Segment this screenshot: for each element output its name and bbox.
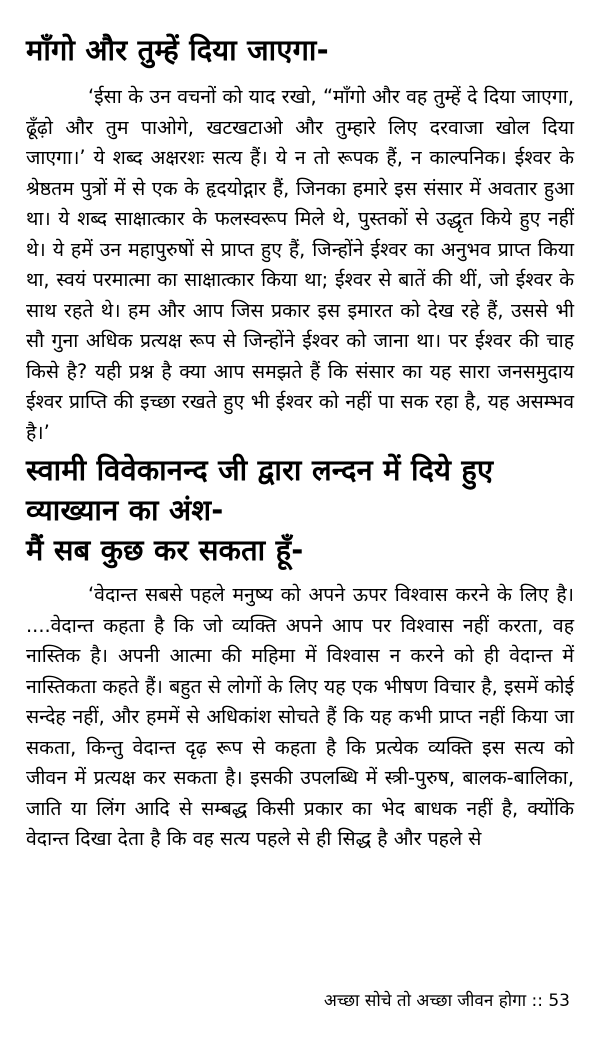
heading-sab-kuch: मैं सब कुछ कर सकता हूँ- <box>26 533 304 567</box>
heading-vivekananda-lecture: स्वामी विवेकानन्द जी द्वारा लन्दन में दिये हुए व्याख्यान का अंश- <box>26 453 494 527</box>
paragraph-jesus-quote: ‘ईसा के उन वचनों को याद रखो, “माँगो और वह तुम्हें दे दिया जाएगा, ढूँढ़ो और तुम पाओगे, खटखटाओ और तुम्हारे लिए दरवाजा खोल दिया जाएगा।’ ये शब्द अक्षरशः सत्य हैं। ये न तो रूपक हैं, न काल्पनिक। ईश्वर के श्रेष्ठतम पुत्रों में से एक के हृदयोद्गार हैं, जिनका हमारे इस संसार में अवतार हुआ था। ये शब्द साक्षात्कार के फलस्वरूप मिले थे, पुस्तकों से उद्धृत किये हुए नहीं थे। ये हमें उन महापुरुषों से प्राप्त हुए हैं, जिन्होंने ईश्वर का अनुभव प्राप्त किया था, स्वयं परमात्मा का साक्षात्कार किया था; ईश्वर से बातें की थीं, जो ईश्वर के साथ रहते थे। हम और आप जिस प्रकार इस इमारत को देख रहे हैं, उससे भी सौ गुना अधिक प्रत्यक्ष रूप से जिन्होंने ईश्वर को जाना था। पर ईश्वर की चाह किसे है? यही प्रश्न है क्या आप समझते हैं कि संसार का यह सारा जनसमुदाय ईश्वर प्राप्ति की इच्छा रखते हुए भी ईश्वर को नहीं पा सक रहा है, यह असम्भव है।’ <box>26 85 574 444</box>
page-footer: अच्छा सोचे तो अच्छा जीवन होगा :: 53 <box>323 991 570 1011</box>
paragraph-vedanta: ‘वेदान्त सबसे पहले मनुष्य को अपने ऊपर विश्वास करने के लिए है। ....वेदान्त कहता है कि जो व्यक्ति अपने आप पर विश्वास नहीं करता, वह नास्तिक है। अपनी आत्मा की महिमा में विश्वास न करने को ही वेदान्त में नास्तिकता कहते हैं। बहुत से लोगों के लिए यह एक भीषण विचार है, इसमें कोई सन्देह नहीं, और हममें से अधिकांश सोचते हैं कि यह कभी प्राप्त नहीं किया जा सकता, किन्तु वेदान्त दृढ़ रूप से कहता है कि प्रत्येक व्यक्ति इस सत्य को जीवन में प्रत्यक्ष कर सकता है। इसकी उपलब्धि में स्त्री-पुरुष, बालक-बालिका, जाति या लिंग आदि से सम्बद्ध किसी प्रकार का भेद बाधक नहीं है, क्योंकि वेदान्त दिखा देता है कि वह सत्य पहले से ही सिद्ध है और पहले से <box>26 583 574 850</box>
heading-maango: माँगो और तुम्हें दिया जाएगा- <box>26 33 329 67</box>
